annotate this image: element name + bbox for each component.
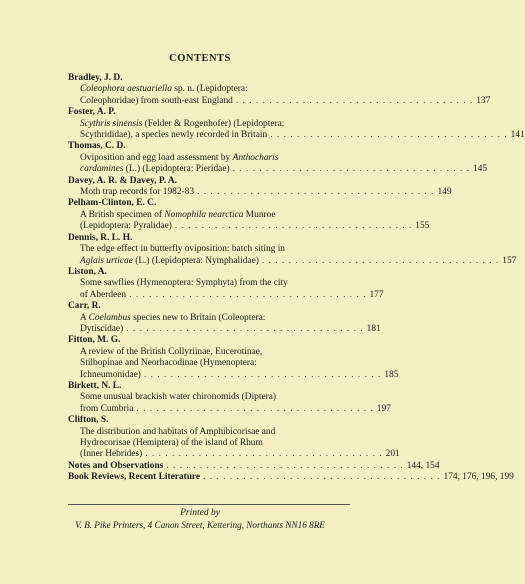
leader-dots: . . . . . . . . . . . . . . . . . . . . . . . . . . . . . . . . . . . .: [270, 130, 508, 141]
title-segment: A British specimen of: [80, 209, 165, 220]
leader-dots: . . . . . . . . . . . . . . . . . . . . . . . . . . . . . . . . . . . .: [261, 255, 500, 266]
contents-entry: [68, 415, 400, 461]
entry-author: Liston, A.: [68, 266, 107, 277]
page-number: 157: [502, 255, 517, 266]
title-segment: of Aberdeen: [80, 289, 127, 300]
contents-entry: [68, 141, 488, 175]
page-number: 145: [473, 164, 488, 175]
entry-title-line: [68, 323, 381, 335]
entry-title-line: [68, 84, 350, 95]
entry-title-line: [68, 244, 350, 255]
page-number: 197: [376, 403, 391, 414]
entry-title-line: [68, 449, 400, 460]
title-segment: cardamines: [80, 164, 124, 175]
entry-title-line: [68, 427, 350, 438]
leader-dots: . . . . . . . . . . . . . . . . . . . . . . . . . . . . . . . . . . . .: [174, 221, 413, 232]
entry-title-text: [80, 370, 141, 381]
entry-title-line: [68, 278, 350, 289]
entry-title-line: [68, 221, 430, 232]
divider: [68, 504, 350, 505]
entry-title-line: [68, 255, 517, 267]
entry-author: Fitton, M. G.: [68, 335, 121, 346]
title-segment: Coelambus: [88, 312, 131, 323]
entry-title-text: [80, 256, 259, 267]
printer-address: V. B. Pike Printers, 4 Canon Street, Kettering, Northants NN16 8RE: [75, 520, 325, 530]
entry-title-text: [80, 130, 267, 141]
entry-title-text: [80, 187, 194, 198]
page-title: CONTENTS: [169, 53, 231, 64]
entry-author: Dennis, R. L. H.: [68, 232, 133, 243]
entry-title-text: [80, 96, 233, 107]
contents-extra-entry: [68, 472, 514, 483]
entry-title-text: [80, 164, 230, 175]
leader-dots: . . . . . . . . . . . . . . . . . . . . . . . . . . . . . . . . . . . .: [235, 95, 474, 106]
title-segment: Nomophila nearctica: [164, 209, 244, 220]
title-segment: (Lepidoptera: Pyralidae): [80, 221, 172, 232]
title-segment: (Felder & Rogenhofer) (Lepidoptera:: [142, 118, 285, 129]
entry-author: Thomas, C. D.: [68, 141, 126, 152]
title-segment: (L.) (Lepidoptera: Pieridae): [123, 164, 230, 175]
contents-entry: [68, 266, 384, 301]
title-segment: Oviposition and egg load assessment by: [80, 152, 233, 163]
extra-label: Book Reviews, Recent Literature: [68, 472, 201, 483]
leader-dots: . . . . . . . . . . . . . . . . . . . . . . . . . . . . . . . . . . . .: [143, 369, 382, 380]
extra-label: Notes and Observations: [68, 460, 164, 471]
title-segment: Stilbopinae and Neorhacodinae (Hymenoptera:: [80, 358, 257, 369]
entry-author: Birkett, N. L.: [68, 380, 122, 391]
title-segment: sp. n. (Lepidoptera:: [171, 84, 248, 95]
title-segment: The distribution and habitats of Amphibicorisae and: [80, 426, 276, 437]
contents-entry: [68, 232, 517, 267]
page-number: 181: [366, 323, 381, 334]
entry-title-line: [68, 392, 350, 403]
title-segment: Dytiscidae): [80, 323, 124, 334]
entry-title-line: [68, 164, 488, 175]
contents-entry: [68, 107, 525, 141]
leader-dots: . . . . . . . . . . . . . . . . . . . . . . . . . . . . . . . . . . . .: [166, 460, 404, 471]
entry-author: Carr, R.: [68, 301, 101, 312]
page-number: 177: [369, 289, 384, 300]
title-segment: species new to Britain (Coleoptera:: [130, 312, 266, 323]
title-segment: Hydrocorisae (Hemiptera) of the island of Rhum: [80, 438, 263, 448]
page-numbers: 174, 176, 196, 199: [443, 472, 514, 483]
title-segment: Coleophora aestuariella: [80, 84, 172, 95]
entry-title-line: [68, 358, 350, 369]
entry-author: Clifton, S.: [68, 415, 109, 426]
entry-title-line: [68, 438, 350, 449]
page-number: 149: [437, 187, 452, 198]
entry-title-line: [68, 313, 350, 324]
entry-title-line: [68, 187, 452, 198]
leader-dots: . . . . . . . . . . . . . . . . . . . . . . . . . . . . . . . . . . . .: [145, 449, 383, 460]
leader-dots: . . . . . . . . . . . . . . . . . . . . . . . . . . . . . . . . . . . .: [126, 323, 364, 334]
entry-title-line: [68, 95, 491, 107]
printed-by-label: Printed by: [180, 508, 220, 518]
leader-dots: . . . . . . . . . . . . . . . . . . . . . . . . . . . . . . . . . . . .: [136, 403, 374, 414]
entry-title-line: [68, 130, 525, 141]
title-segment: A review of the British Collyriinae, Eucerotinae,: [80, 346, 263, 357]
title-segment: A: [80, 312, 89, 323]
leader-dots: . . . . . . . . . . . . . . . . . . . . . . . . . . . . . . . . . . . .: [197, 187, 435, 198]
title-segment: Anthocharis: [232, 152, 279, 163]
leader-dots: . . . . . . . . . . . . . . . . . . . . . . . . . . . . . . . . . . . .: [203, 472, 441, 483]
title-segment: Scythris sinensis: [80, 118, 143, 129]
title-segment: from Cumbria: [80, 403, 134, 414]
page-number: 137: [476, 95, 491, 106]
entry-title-text: [80, 221, 172, 232]
title-segment: Munroe: [243, 209, 276, 220]
entry-title-text: [80, 449, 142, 460]
page-number: 141: [510, 130, 525, 141]
contents-entry: [68, 175, 452, 199]
page-number: 185: [384, 369, 399, 380]
title-segment: Some unusual brackish water chironomids (Diptera): [80, 392, 277, 403]
title-segment: Some sawflies (Hymenoptera: Symphyta) from the city: [80, 278, 288, 289]
page-numbers: 144, 154: [406, 460, 440, 471]
title-segment: (Inner Hebrides): [80, 449, 143, 460]
entry-title-line: [68, 289, 384, 301]
entry-title-text: [80, 324, 123, 335]
entry-author: Davey, A. R. & Davey, P. A.: [68, 175, 178, 186]
title-segment: Ichneumonidae): [80, 369, 141, 380]
entry-author: Foster, A. P.: [68, 107, 116, 118]
entry-title-line: [68, 119, 350, 130]
title-segment: Scythrididae), a species newly recorded in Britain: [80, 130, 268, 141]
contents-entry: [68, 301, 381, 335]
title-segment: Aglais urticae: [80, 255, 133, 266]
page-number: 155: [415, 221, 430, 232]
entry-author: Bradley, J. D.: [68, 73, 123, 83]
title-segment: Coleophoridae) from south-east England: [80, 95, 233, 106]
entry-title-line: [68, 153, 350, 164]
entry-title-line: [68, 347, 350, 358]
entry-title-line: [68, 403, 391, 415]
contents-list: [68, 73, 525, 484]
entry-title-line: [68, 369, 399, 381]
title-segment: Moth trap records for 1982-83: [80, 187, 195, 198]
contents-extra-entry: [68, 460, 440, 472]
title-segment: (L.) (Lepidoptera: Nymphalidae): [132, 255, 259, 266]
contents-entry: [68, 335, 399, 381]
contents-entry: [68, 73, 491, 107]
page-number: 201: [385, 449, 400, 460]
contents-entry: [68, 380, 391, 415]
entry-title-line: [68, 210, 350, 221]
entry-author: Pelham-Clinton, E. C.: [68, 198, 157, 209]
leader-dots: . . . . . . . . . . . . . . . . . . . . . . . . . . . . . . . . . . . .: [232, 164, 471, 175]
entry-title-text: [80, 404, 133, 415]
contents-entry: [68, 198, 430, 232]
entry-title-text: [80, 290, 126, 301]
leader-dots: . . . . . . . . . . . . . . . . . . . . . . . . . . . . . . . . . . . .: [129, 289, 367, 300]
title-segment: The edge effect in butterfly oviposition: batch siting in: [80, 244, 285, 255]
